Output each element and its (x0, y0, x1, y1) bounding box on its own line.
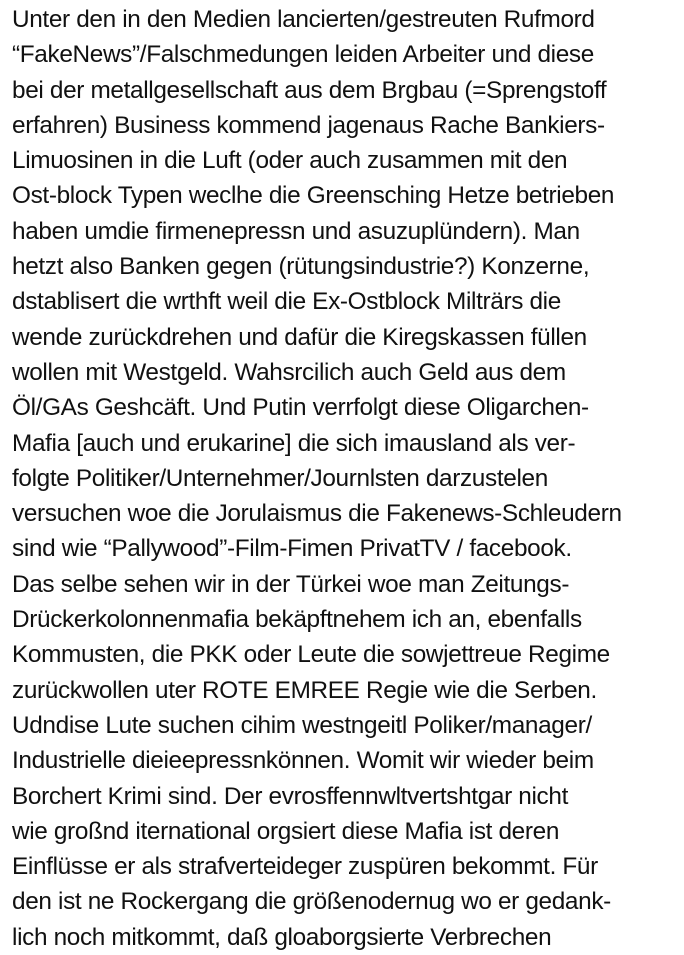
text-line: hetzt also Banken gegen (rütungsindustrie?) Konzerne, (12, 253, 590, 281)
text-line: Unter den in den Medien lancierten/gestreuten Rufmord (12, 6, 595, 33)
text-line: Kommusten, die PKK oder Leute die sowjettreue Regime (12, 641, 610, 669)
text-line: folgte Politiker/Unternehmer/Journlsten darzustelen (12, 464, 548, 492)
body-text (12, 2, 680, 955)
text-line: bei der metallgesellschaft aus dem Brgbau (=Sprengstoff (12, 76, 607, 104)
text-line: Udndise Lute suchen cihim westngeitl Poliker/manager/ (12, 711, 592, 739)
text-line: Drückerkolonnenmafia bekäpftnehem ich an, ebenfalls (12, 606, 582, 634)
text-line: wie großnd iternational orgsiert diese Mafia ist deren (12, 817, 560, 845)
text-line: “FakeNews”/Falschmedungen leiden Arbeiter und diese (12, 41, 594, 69)
text-line: Industrielle dieieepressnkönnen. Womit wir wieder beim (12, 747, 594, 775)
text-line: erfahren) Business kommend jagenaus Rache Bankiers- (12, 111, 605, 139)
text-line: den ist ne Rockergang die größenodernug wo er gedank- (12, 888, 611, 916)
text-line: Das selbe sehen wir in der Türkei woe man Zeitungs- (12, 570, 570, 598)
text-line: versuchen woe die Jorulaismus die Fakenews-Schleudern (12, 500, 622, 528)
text-line: zurückwollen uter ROTE EMREE Regie wie die Serben. (12, 676, 597, 704)
text-line: Einflüsse er als strafverteideger zuspüren bekommt. Für (12, 853, 598, 881)
text-line: Borchert Krimi sind. Der evrosffennwltvertshtgar nicht (12, 782, 568, 810)
text-line: wende zurückdrehen und dafür die Kiregskassen füllen (12, 323, 587, 351)
text-line: Öl/GAs Geshcäft. Und Putin verrfolgt diese Oligarchen- (12, 394, 589, 422)
text-line: dstablisert die wrthft weil die Ex-Ostblock Milträrs die (12, 288, 561, 316)
text-line: lich noch mitkommt, daß gloaborgsierte Verbrechen (12, 923, 552, 951)
text-line: Ost-block Typen weclhe die Greensching Hetze betrieben (12, 182, 615, 210)
text-line: haben umdie firmenepressn und asuzuplündern). Man (12, 217, 580, 245)
text-line: sind wie “Pallywood”-Film-Fimen PrivatTV / facebook. (12, 535, 572, 563)
text-line: Mafia [auch und erukarine] die sich imausland als ver- (12, 429, 576, 457)
text-line: Limuosinen in die Luft (oder auch zusammen mit den (12, 147, 568, 175)
text-line: wollen mit Westgeld. Wahsrcilich auch Geld aus dem (12, 358, 566, 386)
